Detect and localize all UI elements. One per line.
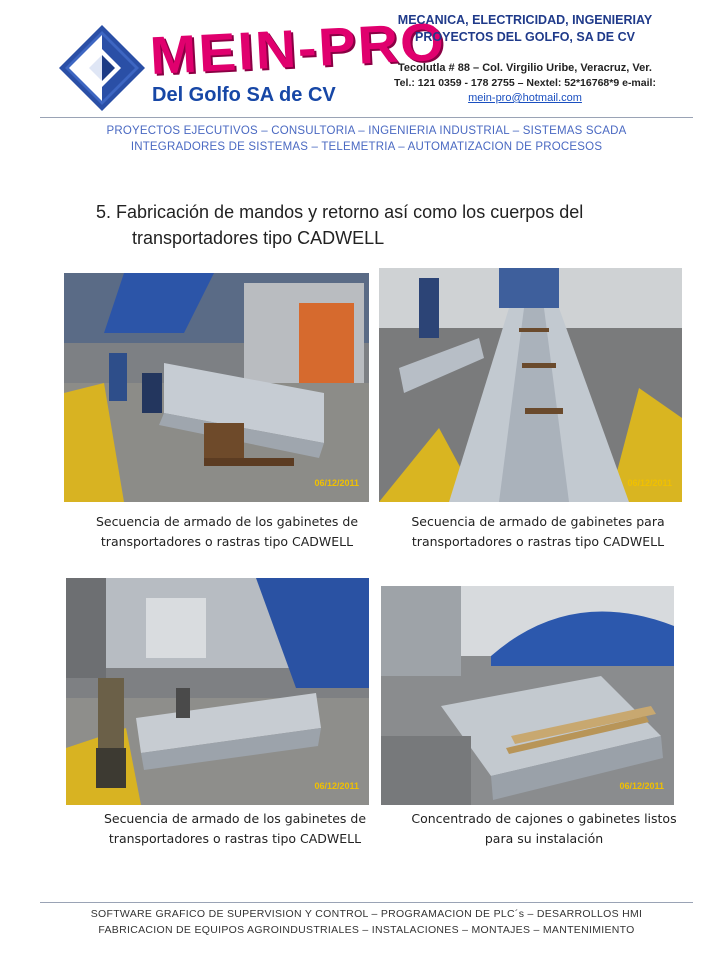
- services-line1: PROYECTOS EJECUTIVOS – CONSULTORIA – INGENIERIA INDUSTRIAL – SISTEMAS SCADA: [106, 125, 627, 137]
- company-name-line1: MECANICA, ELECTRICIDAD, INGENIERIAY: [397, 13, 653, 27]
- photo-2-caption: [379, 512, 697, 552]
- header-divider: [40, 117, 693, 118]
- photo-1-date-stamp: 06/12/2011: [314, 478, 359, 488]
- photo-4-date-stamp: 06/12/2011: [619, 781, 664, 791]
- photo-3-caption-line1: Secuencia de armado de los gabinetes de: [103, 811, 367, 826]
- photo-3-date-stamp: 06/12/2011: [314, 781, 359, 791]
- photo-1-caption-line1: Secuencia de armado de los gabinetes de: [95, 514, 359, 529]
- footer-line2: FABRICACION DE EQUIPOS AGROINDUSTRIALES – INSTALACIONES – MONTAJES – MANTENIMIENTO: [98, 924, 635, 936]
- photo-3-caption-line2: transportadores o rastras tipo CADWELL: [108, 831, 362, 846]
- section-heading: [96, 199, 656, 251]
- logo-diamond-graphic: [59, 25, 145, 111]
- company-phones: Tel.: 121 0359 - 178 2755 – Nextel: 52*16768*9 e-mail:: [394, 77, 656, 89]
- photo-1-caption-line2: transportadores o rastras tipo CADWELL: [100, 534, 354, 549]
- photo-2: [379, 268, 682, 502]
- footer-line1: SOFTWARE GRAFICO DE SUPERVISION Y CONTROL – PROGRAMACION DE PLC´s – DESARROLLOS HMI: [90, 908, 643, 920]
- photo-3-graphic: [66, 578, 369, 805]
- section-heading-line1: 5. Fabricación de mandos y retorno así como los cuerpos del: [96, 202, 584, 222]
- logo-diamond: [59, 25, 145, 111]
- photo-4: [381, 586, 674, 805]
- photo-2-caption-line2: transportadores o rastras tipo CADWELL: [411, 534, 665, 549]
- photo-2-date-stamp: 06/12/2011: [627, 478, 672, 488]
- services-line2: INTEGRADORES DE SISTEMAS – TELEMETRIA – AUTOMATIZACION DE PROCESOS: [130, 141, 603, 153]
- photo-4-graphic: [381, 586, 674, 805]
- photo-1-graphic: [64, 273, 369, 502]
- photo-3-caption: [66, 809, 404, 849]
- photo-2-graphic: [379, 268, 682, 502]
- logo-wordmark: MEIN-PRO: [148, 10, 448, 86]
- footer-divider: [40, 902, 693, 903]
- photo-4-caption-line2: para su instalación: [484, 831, 604, 846]
- section-heading-line2: transportadores tipo CADWELL: [132, 228, 385, 248]
- company-address: Tecolutla # 88 – Col. Virgilio Uribe, Veracruz, Ver.: [398, 62, 652, 74]
- company-name-line2: PROYECTOS DEL GOLFO, SA DE CV: [415, 30, 635, 44]
- photo-3: [66, 578, 369, 805]
- photo-2-caption-line1: Secuencia de armado de gabinetes para: [411, 514, 665, 529]
- photo-1-caption: [64, 512, 390, 552]
- photo-1: [64, 273, 369, 502]
- photo-4-caption: [381, 809, 707, 849]
- photo-4-caption-line1: Concentrado de cajones o gabinetes listos: [411, 811, 677, 826]
- company-email-link[interactable]: mein-pro@hotmail.com: [468, 92, 582, 104]
- logo-tagline: Del Golfo SA de CV: [152, 84, 336, 106]
